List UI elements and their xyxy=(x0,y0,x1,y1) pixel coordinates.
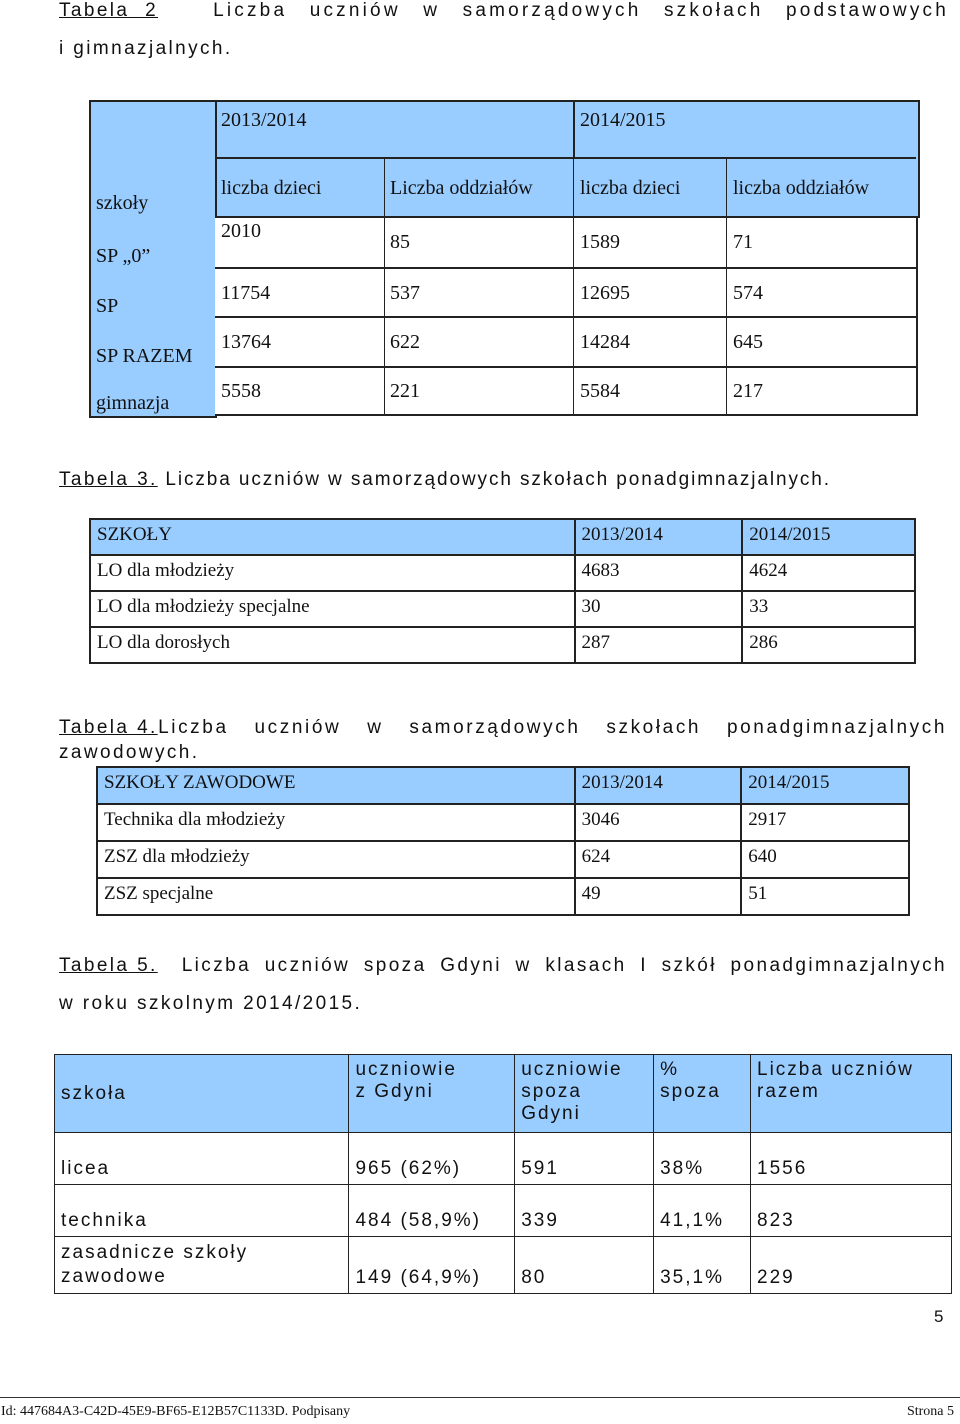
table3-header-text: SZKOŁY xyxy=(97,524,172,545)
table3-caption xyxy=(59,469,831,491)
table2-cell: 217 xyxy=(733,380,763,402)
table5-header-text: szkoła xyxy=(61,1082,127,1104)
table4-caption-label: Tabela 4. xyxy=(59,717,158,738)
table5-cell-text: technika xyxy=(61,1210,148,1231)
table2-row-label: gimnazja xyxy=(96,392,170,414)
table3-cell xyxy=(575,591,743,627)
table5-header xyxy=(654,1055,751,1133)
table2-line xyxy=(215,316,916,318)
table4-header-text: 2013/2014 xyxy=(581,772,663,793)
table5-header xyxy=(515,1055,654,1133)
table3-caption-label: Tabela 3. xyxy=(59,469,158,490)
table2-cell: 2010 xyxy=(221,220,261,242)
table2-caption-label: Tabela 2 xyxy=(59,0,159,21)
table3-cell-text: 4624 xyxy=(749,560,788,581)
table4-cell-text: 3046 xyxy=(581,809,620,830)
table5-cell-text: 965 (62%) xyxy=(355,1158,462,1179)
table2 xyxy=(89,100,918,416)
table5-caption-line2: w roku szkolnym 2014/2015. xyxy=(59,993,363,1014)
table5-cell-text: 38% xyxy=(660,1158,705,1179)
table2-cell: 11754 xyxy=(221,282,271,304)
table3-cell-text: 33 xyxy=(749,596,769,617)
table2-cell: 622 xyxy=(390,331,420,353)
table5-cell-text: 484 (58,9%) xyxy=(355,1210,481,1231)
table2-caption xyxy=(59,0,949,22)
table2-cell: 5584 xyxy=(580,380,620,402)
table3-cell xyxy=(575,555,743,591)
table-row xyxy=(97,878,909,915)
table4 xyxy=(96,766,910,916)
table5-cell-text: zasadnicze szkoły zawodowe xyxy=(61,1242,249,1287)
table5-cell-text: 149 (64,9%) xyxy=(355,1267,481,1288)
table3-header-row xyxy=(90,519,915,555)
table2-cell: 13764 xyxy=(221,331,271,353)
table5-cell-text: 41,1% xyxy=(660,1210,724,1231)
table5-cell xyxy=(654,1237,751,1294)
table3-cell-text: 30 xyxy=(581,596,601,617)
table5 xyxy=(54,1054,952,1294)
page-number: 5 xyxy=(934,1307,944,1326)
table3-cell-text: 286 xyxy=(749,632,778,653)
footer-id: Id: 447684A3-C42D-45E9-BF65-E12B57C1133D. Podpisany xyxy=(1,1404,351,1419)
table2-caption-text: Liczba uczniów w samorządowych szkołach podstawowych xyxy=(213,0,949,21)
table5-caption xyxy=(59,955,947,977)
table4-header-text: SZKOŁY ZAWODOWE xyxy=(104,772,296,793)
table2-row-label: SP xyxy=(96,295,119,317)
table-row xyxy=(55,1133,952,1185)
table2-caption-line2: i gimnazjalnych. xyxy=(59,38,233,59)
table4-header xyxy=(97,767,575,804)
table2-line xyxy=(726,157,727,414)
table3-header xyxy=(90,519,575,555)
table2-line xyxy=(573,100,575,158)
table5-cell xyxy=(55,1237,349,1294)
table2-line xyxy=(384,157,385,414)
table2-year1: 2013/2014 xyxy=(221,109,307,131)
table2-row-label: SP RAZEM xyxy=(96,345,193,367)
table5-cell-text: 823 xyxy=(757,1210,795,1231)
table-row xyxy=(97,804,909,841)
table5-cell-text: licea xyxy=(61,1158,111,1179)
table4-cell-text: 640 xyxy=(748,846,777,867)
table5-header-text: uczniowie spoza Gdyni xyxy=(521,1059,623,1124)
table4-cell-text: Technika dla młodzieży xyxy=(104,809,286,830)
table2-line xyxy=(215,157,916,159)
table2-cell: 1589 xyxy=(580,231,620,253)
table4-cell-text: 2917 xyxy=(748,809,787,830)
table2-line xyxy=(215,366,916,368)
table2-line xyxy=(215,216,916,218)
table3-cell xyxy=(742,555,915,591)
table5-cell xyxy=(349,1185,515,1237)
table-row xyxy=(55,1237,952,1294)
table5-cell xyxy=(751,1185,952,1237)
table4-caption-line2: zawodowych. xyxy=(59,742,200,763)
table4-cell-text: ZSZ dla młodzieży xyxy=(104,846,250,867)
table2-header: liczba oddziałów xyxy=(733,177,870,199)
table2-col0-header: szkoły xyxy=(96,192,149,214)
table3-header-text: 2013/2014 xyxy=(581,524,663,545)
table5-header-text: % spoza xyxy=(660,1059,721,1102)
table5-cell-text: 80 xyxy=(521,1267,547,1288)
table3-cell-text: 287 xyxy=(581,632,611,653)
table4-caption xyxy=(59,717,947,739)
table5-cell xyxy=(515,1133,654,1185)
table-row xyxy=(90,555,915,591)
table2-cell: 14284 xyxy=(580,331,630,353)
table4-cell-text: ZSZ specjalne xyxy=(104,883,214,904)
table2-line xyxy=(573,157,574,414)
table3-cell xyxy=(90,627,575,663)
table4-cell xyxy=(575,841,742,878)
table4-cell xyxy=(575,878,742,915)
table5-header-row xyxy=(55,1055,952,1133)
table4-header-text: 2014/2015 xyxy=(748,772,830,793)
table3-cell-text: 4683 xyxy=(581,560,620,581)
table5-header-text: uczniowie z Gdyni xyxy=(355,1059,457,1102)
table3-cell xyxy=(90,555,575,591)
table5-header xyxy=(55,1055,349,1133)
table5-cell xyxy=(751,1237,952,1294)
table-row xyxy=(90,591,915,627)
table5-header xyxy=(349,1055,515,1133)
table2-cell: 5558 xyxy=(221,380,261,402)
table5-cell-text: 1556 xyxy=(757,1158,808,1179)
table-row xyxy=(90,627,915,663)
table5-cell xyxy=(55,1133,349,1185)
table5-cell xyxy=(55,1185,349,1237)
table5-cell-text: 591 xyxy=(521,1158,559,1179)
table4-cell xyxy=(97,878,575,915)
table4-header-row xyxy=(97,767,909,804)
table5-cell xyxy=(751,1133,952,1185)
table5-cell xyxy=(349,1237,515,1294)
table5-caption-label: Tabela 5. xyxy=(59,955,158,976)
footer-rule xyxy=(0,1397,960,1398)
table3-header-text: 2014/2015 xyxy=(749,524,831,545)
table4-header xyxy=(741,767,909,804)
table2-cell: 71 xyxy=(733,231,753,253)
table2-cell: 12695 xyxy=(580,282,630,304)
table-row xyxy=(97,841,909,878)
table3-caption-text: Liczba uczniów w samorządowych szkołach ponadgimnazjalnych. xyxy=(165,469,831,490)
table5-cell xyxy=(349,1133,515,1185)
table2-cell: 221 xyxy=(390,380,420,402)
table2-header: liczba dzieci xyxy=(221,177,322,199)
table3-cell xyxy=(90,591,575,627)
table4-cell-text: 51 xyxy=(748,883,768,904)
table2-header: liczba dzieci xyxy=(580,177,681,199)
table2-cell: 574 xyxy=(733,282,763,304)
table3-cell xyxy=(742,591,915,627)
table5-cell xyxy=(654,1133,751,1185)
table3-cell xyxy=(742,627,915,663)
table3-cell-text: LO dla młodzieży specjalne xyxy=(97,596,310,617)
table2-line xyxy=(215,267,916,269)
table2-cell: 85 xyxy=(390,231,410,253)
table3 xyxy=(89,518,916,664)
table4-cell xyxy=(97,804,575,841)
table2-cell: 537 xyxy=(390,282,420,304)
table-row xyxy=(55,1185,952,1237)
table3-cell-text: LO dla dorosłych xyxy=(97,632,230,653)
table3-cell-text: LO dla młodzieży xyxy=(97,560,235,581)
table3-header xyxy=(575,519,743,555)
table5-caption-text: Liczba uczniów spoza Gdyni w klasach I szkół ponadgimnazjalnych xyxy=(181,955,947,976)
table2-header: Liczba oddziałów xyxy=(390,177,533,199)
table4-cell xyxy=(741,841,909,878)
table3-cell xyxy=(575,627,743,663)
table4-header xyxy=(575,767,742,804)
table4-cell xyxy=(575,804,742,841)
table4-cell-text: 624 xyxy=(581,846,611,867)
table4-cell xyxy=(741,804,909,841)
table3-header xyxy=(742,519,915,555)
table5-header xyxy=(751,1055,952,1133)
table4-cell xyxy=(97,841,575,878)
table4-caption-text: Liczba uczniów w samorządowych szkołach ponadgimnazjalnych xyxy=(158,717,947,738)
table2-cell: 645 xyxy=(733,331,763,353)
table2-row-label: SP „0” xyxy=(96,245,151,267)
table4-cell xyxy=(741,878,909,915)
table5-header-text: Liczba uczniów razem xyxy=(757,1059,914,1102)
table5-cell xyxy=(515,1185,654,1237)
table2-year2: 2014/2015 xyxy=(580,109,666,131)
table5-cell xyxy=(515,1237,654,1294)
table5-cell xyxy=(654,1185,751,1237)
table5-cell-text: 35,1% xyxy=(660,1267,724,1288)
table5-cell-text: 229 xyxy=(757,1267,795,1288)
table5-cell-text: 339 xyxy=(521,1210,559,1231)
footer-page: Strona 5 xyxy=(906,1404,954,1419)
table4-cell-text: 49 xyxy=(581,883,601,904)
